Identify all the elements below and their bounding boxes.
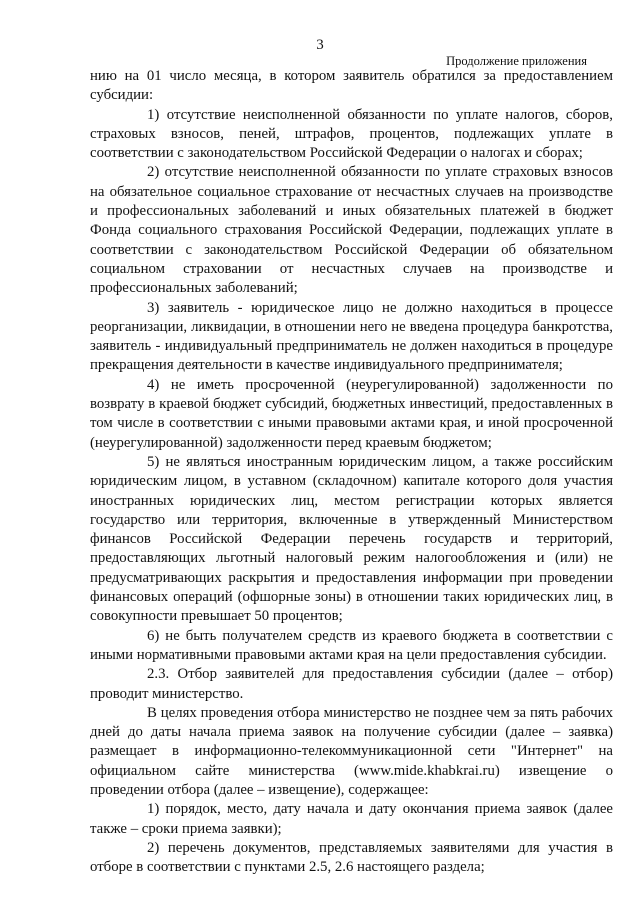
page-number: 3 <box>316 37 324 53</box>
paragraph-item-2: 2) отсутствие неисполненной обязанности по уплате страховых взносов на обязательное социальное страхование от несчастных случаев на производстве и профессиональных заболеваний и иных обязательных платежей в бюджет Фонда социального страхования Российской Федерации, подлежащих уплате в соответствии с законодательством Российской Федерации об обязательном социальном страховании от несчастных случаев на производстве и профессиональных заболеваний; <box>90 164 613 297</box>
paragraph-notice-item-2: 2) перечень документов, представляемых заявителями для участия в отборе в соответствии с пунктами 2.5, 2.6 настоящего раздела; <box>90 839 613 876</box>
paragraph-item-4: 4) не иметь просроченной (неурегулированной) задолженности по возврату в краевой бюджет субсидий, бюджетных инвестиций, предоставленных в том числе в соответствии с иными правовыми актами края, и иной просроченной (неурегулированной) задолженности перед краевым бюджетом; <box>90 376 613 451</box>
appendix-continuation-note: Продолжение приложения <box>446 54 587 68</box>
paragraph-section-2-3: 2.3. Отбор заявителей для предоставления субсидии (далее – отбор) проводит министерство. <box>90 666 613 702</box>
paragraph-item-3: 3) заявитель - юридическое лицо не должно находиться в процессе реорганизации, ликвидации, в отношении него не введена процедура банкротства, заявитель - индивидуальный предприниматель не должен находиться в процедуре прекращения деятельности в качестве индивидуального предпринимателя; <box>90 299 613 374</box>
paragraph-continuation: нию на 01 число месяца, в котором заявитель обратился за предоставлением субсидии: <box>90 68 613 104</box>
paragraph-selection-notice: В целях проведения отбора министерство не позднее чем за пять рабочих дней до даты начала приема заявок на получение субсидии (далее – заявка) размещает в информационно-телекоммуникационной сети "Интернет" на официальном сайте министерства (www.mide.khabkrai.ru) извещение о проведении отбора (далее – извещение), содержащее: <box>90 704 613 798</box>
paragraph-item-6: 6) не быть получателем средств из краевого бюджета в соответствии с иными нормативными правовыми актами края на цели предоставления субсидии. <box>90 627 613 663</box>
paragraph-item-1: 1) отсутствие неисполненной обязанности по уплате налогов, сборов, страховых взносов, пеней, штрафов, процентов, подлежащих уплате в соответствии с законодательством Российской Федерации о налогах и сборах; <box>90 106 613 162</box>
paragraph-item-5: 5) не являться иностранным юридическим лицом, а также российским юридическим лицом, в уставном (складочном) капитале которого доля участия иностранных юридических лиц, местом регистрации которых является государство или территория, включенные в утвержденный Министерством финансов Российской Федерации перечень государств и территорий, предоставляющих льготный налоговый режим налогообложения и (или) не предусматривающих раскрытия и предоставления информации при проведении финансовых операций (офшорные зоны) в отношении таких юридических лиц, в совокупности превышает 50 процентов; <box>90 453 613 625</box>
paragraph-notice-item-1: 1) порядок, место, дату начала и дату окончания приема заявок (далее также – сроки приема заявки); <box>90 801 613 837</box>
document-body <box>90 67 613 877</box>
